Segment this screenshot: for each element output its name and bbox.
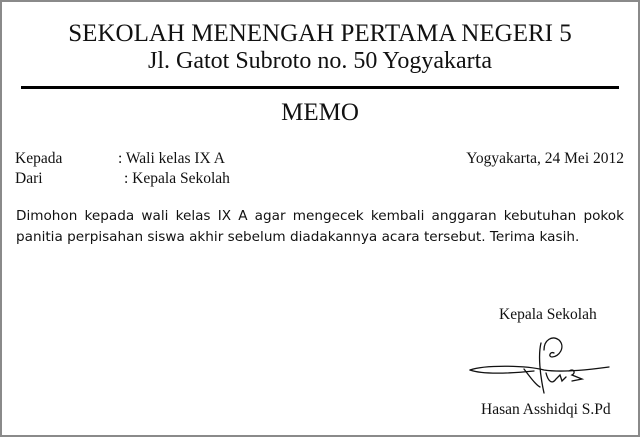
from-value: : Kepala Sekolah — [124, 170, 230, 187]
signatory-name: Hasan Asshidqi S.Pd — [481, 401, 611, 418]
school-address: Jl. Gatot Subroto no. 50 Yogyakarta — [148, 48, 492, 74]
place-date: Yogyakarta, 24 Mei 2012 — [466, 150, 624, 167]
school-name: SEKOLAH MENENGAH PERTAMA NEGERI 5 — [68, 20, 572, 47]
to-label: Kepada — [15, 150, 63, 167]
handwritten-signature — [464, 335, 614, 405]
header-divider — [21, 86, 619, 89]
memo-body: Dimohon kepada wali kelas IX A agar mengecek kembali anggaran kebutuhan pokok panitia perpisahan siswa akhir sebelum diadakannya acara tersebut. Terima kasih. — [16, 208, 624, 245]
memo-title: MEMO — [281, 99, 359, 126]
to-value: : Wali kelas IX A — [118, 150, 225, 167]
signatory-position: Kepala Sekolah — [499, 306, 597, 323]
from-label: Dari — [15, 170, 43, 187]
